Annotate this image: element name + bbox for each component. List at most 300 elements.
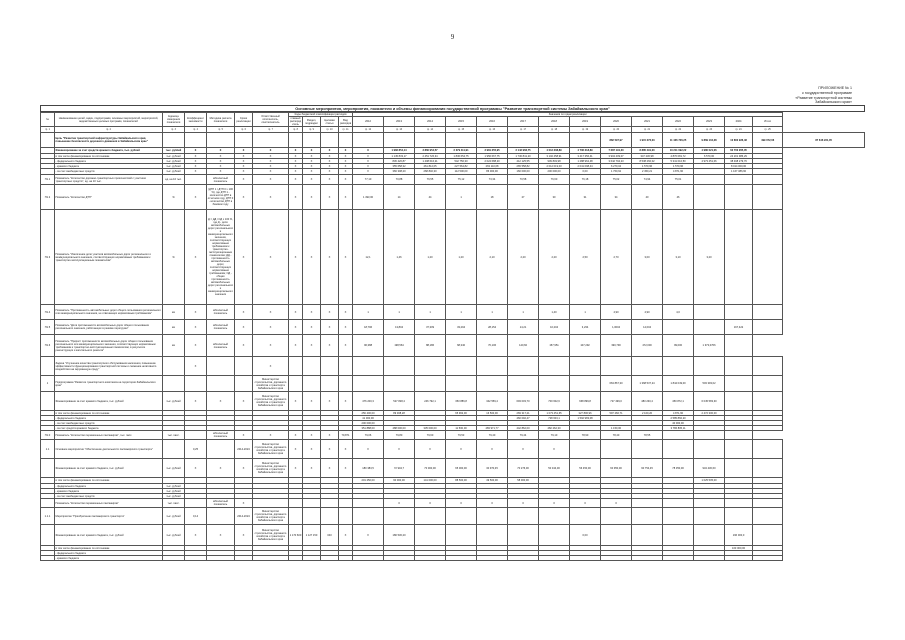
table-cell: Х [303, 169, 321, 175]
table-cell: ед. на 10 тыс. [163, 175, 185, 185]
table-cell: Х [303, 154, 321, 159]
row-name-cell: - за счет средств краевого бюджета [55, 426, 163, 431]
table-cell [508, 556, 539, 561]
table-cell [235, 376, 253, 392]
table-cell [539, 556, 570, 561]
table-cell: 88,186 [415, 335, 446, 357]
table-cell [632, 499, 663, 508]
table-cell: Х [289, 440, 303, 459]
table-cell [753, 440, 783, 459]
table-cell: Х [185, 148, 207, 154]
table-cell: Министерство строительства, дорожного хозяйства и транспорта Забайкальского края [253, 440, 289, 459]
table-cell: 4 871,60 [663, 411, 694, 416]
table-cell: 1 [570, 305, 601, 320]
table-cell: 1 [41, 376, 55, 392]
table-cell [41, 392, 55, 411]
row-name-cell: Задача "Улучшение качества транспортного обслуживания населения, повышение эффективности функционирования транспортной системы и снижение негативного воздействия на окружающую среду" [55, 357, 163, 376]
table-row [41, 525, 865, 546]
table-row [41, 133, 865, 148]
table-cell: Х [185, 335, 207, 357]
table-cell: 1,20 [446, 210, 477, 305]
column-index-cell: гр. 3 [163, 127, 185, 133]
table-cell [477, 525, 508, 546]
table-cell: 99,000 [663, 335, 694, 357]
table-cell: Х [339, 185, 353, 210]
table-cell: Х [289, 305, 303, 320]
table-cell: 0 [415, 499, 446, 508]
table-cell: 0 [601, 499, 632, 508]
table-cell: 1,40 [539, 305, 570, 320]
table-cell [725, 440, 753, 459]
table-cell: Х [303, 392, 321, 411]
table-cell: 70,58 [508, 175, 539, 185]
table-row [41, 499, 865, 508]
table-cell: 0 [508, 499, 539, 508]
table-cell [694, 431, 725, 440]
table-cell: Х [321, 440, 339, 459]
table-cell [339, 376, 353, 392]
table-row [41, 175, 865, 185]
table-cell: 542 756,30 [446, 159, 477, 164]
table-cell: 499 072,06 [753, 133, 783, 148]
table-cell: Х [235, 499, 253, 508]
table-cell: Министерство строительства, дорожного хозяйства и транспорта Забайкальского края [253, 525, 289, 546]
table-cell [663, 431, 694, 440]
table-cell: 3 102 458,91 [539, 154, 570, 159]
table-cell: Х [207, 154, 235, 159]
table-cell [384, 508, 415, 525]
row-name-cell: Финансирование за счет краевого бюджета, тыс. рублей [55, 392, 163, 411]
table-cell [415, 525, 446, 546]
table-cell: Х [207, 169, 235, 175]
table-cell: Х [303, 431, 321, 440]
table-row [41, 305, 865, 320]
column-index-cell: гр. 20 [601, 127, 632, 133]
column-index-cell: гр. 17 [508, 127, 539, 133]
table-cell [384, 357, 415, 376]
table-cell: 65 000,00 [446, 459, 477, 478]
table-cell [753, 320, 783, 335]
table-cell [384, 376, 415, 392]
header-num: № [41, 113, 55, 127]
table-cell [339, 499, 353, 508]
table-cell: 909 849,98 [539, 159, 570, 164]
table-cell [41, 556, 55, 561]
table-cell [185, 376, 207, 392]
table-cell [477, 357, 508, 376]
table-cell: 355 658,32 [384, 164, 415, 169]
table-cell [753, 376, 783, 392]
table-cell: Х [235, 459, 253, 478]
table-cell [289, 357, 303, 376]
row-name-cell: - краевого бюджета [55, 489, 163, 494]
table-cell: 3 642 794,23 [601, 159, 632, 164]
row-name-cell: - краевого бюджета [55, 164, 163, 169]
table-cell: 483 971,77 [477, 426, 508, 431]
table-cell: П1.5 [41, 320, 55, 335]
table-cell: 0,00 [570, 169, 601, 175]
table-cell: 663 867,30 [601, 376, 632, 392]
table-cell: 30 [539, 185, 570, 210]
table-cell [694, 305, 725, 320]
table-cell: 488 000,00 [384, 426, 415, 431]
table-header [41, 113, 865, 127]
table-cell [163, 556, 185, 561]
table-cell [339, 133, 353, 148]
row-name-cell: в том числе финансирование по источникам [55, 154, 163, 159]
table-cell [321, 499, 339, 508]
table-cell: 1 167 386,60 [725, 169, 753, 175]
table-cell: 90 754,45 [632, 459, 663, 478]
table-cell: Х [508, 440, 539, 459]
row-name-cell: - за счет внебюджетных средств [55, 421, 163, 426]
table-cell [725, 392, 753, 411]
table-cell [235, 133, 253, 148]
table-cell: 37,309 [415, 320, 446, 335]
table-cell: Х [235, 185, 253, 210]
table-cell [477, 508, 508, 525]
table-cell [753, 426, 783, 431]
table-cell [207, 440, 235, 459]
table-cell: 668 899,8 [570, 392, 601, 411]
table-cell: 3 904 409,07 [601, 154, 632, 159]
table-cell: 3 860 954,57 [415, 148, 446, 154]
table-cell: 88 500,00 [446, 478, 477, 484]
table-cell: 157,951 [539, 335, 570, 357]
table-row [41, 431, 865, 440]
table-cell: 1 [446, 305, 477, 320]
table-cell [570, 376, 601, 392]
table-cell: 89 308,28 [384, 411, 415, 416]
table-cell [303, 508, 321, 525]
table-cell [753, 525, 783, 546]
table-cell: 78 350,00 [663, 459, 694, 478]
table-cell [570, 133, 601, 148]
row-name-cell: - за счет внебюджетных средств [55, 494, 163, 499]
table-cell: Х [321, 164, 339, 169]
table-row [41, 320, 865, 335]
table-cell: Х [321, 159, 339, 164]
table-cell [725, 508, 753, 525]
table-cell: 10,204 [539, 320, 570, 335]
table-cell: 2 379 411,91 [446, 148, 477, 154]
table-cell: 0 [446, 499, 477, 508]
table-cell: 0 [539, 499, 570, 508]
table-cell: Х [289, 154, 303, 159]
table-body [41, 127, 865, 561]
header-kbk-group: Коды бюджетной классификации расходов [289, 113, 353, 117]
table-cell: 1 150,00 [601, 426, 632, 431]
table-cell: 2 451 726,34 [415, 154, 446, 159]
table-cell: 72 904,7 [384, 459, 415, 478]
table-cell: Х [339, 164, 353, 169]
table-cell: Х [185, 185, 207, 210]
table-cell: 70 000,00 [415, 459, 446, 478]
table-cell: 79,44 [508, 431, 539, 440]
header-kbk-col: Раздел, подраздел [303, 117, 321, 127]
table-cell: 140,60 [508, 335, 539, 357]
table-cell [41, 525, 55, 546]
table-cell: 2014-2024 [235, 508, 253, 525]
table-cell: Х [446, 440, 477, 459]
table-cell: 1 [508, 305, 539, 320]
table-cell: Х [185, 459, 207, 478]
table-cell: 4 973 451,06 [694, 159, 725, 164]
table-cell: Х [303, 210, 321, 305]
table-cell: тыс. рублей [163, 494, 185, 499]
table-cell: Х [253, 154, 289, 159]
table-cell [601, 357, 632, 376]
table-cell: Х [253, 159, 289, 164]
table-cell: 342 559,4 [477, 392, 508, 411]
column-index-cell: гр. 21 [632, 127, 663, 133]
table-cell: 1 570,96 [632, 164, 663, 169]
table-cell: 75,01 [663, 175, 694, 185]
header-unit: Единица измерения показателя [163, 113, 185, 127]
table-cell: 68,340 [446, 335, 477, 357]
table-cell: 10 211 092,22 [663, 148, 694, 154]
table-cell [207, 556, 235, 561]
table-cell: Х [339, 159, 353, 164]
table-cell [477, 376, 508, 392]
appendix-line: «Развитие транспортной системы [795, 95, 852, 100]
table-cell: 24 201 986,29 [725, 154, 753, 159]
table-cell: 2,50 [570, 210, 601, 305]
table-cell: 1 982 854,14 [384, 148, 415, 154]
table-cell [725, 175, 753, 185]
table-cell: 70 276,00 [508, 459, 539, 478]
table-cell: Х [321, 148, 339, 154]
table-cell: Х [253, 164, 289, 169]
table-cell: 11 500,00 [446, 426, 477, 431]
table-cell [725, 556, 753, 561]
row-name-cell: - федерального бюджета [55, 484, 163, 489]
table-cell: Х [477, 440, 508, 459]
table-cell: 2 100,20 [632, 411, 663, 416]
table-cell: тыс. рублей [163, 148, 185, 154]
table-cell [163, 440, 185, 459]
table-cell [339, 357, 353, 376]
table-cell: 73,34 [477, 175, 508, 185]
table-cell: 76,18 [570, 175, 601, 185]
table-cell: 46 [663, 185, 694, 210]
table-cell [163, 376, 185, 392]
table-cell: 450 872,1 [663, 392, 694, 411]
table-cell: Х [321, 154, 339, 159]
table-cell: 27 [508, 185, 539, 210]
table-cell: 28,154 [477, 320, 508, 335]
table-cell [570, 357, 601, 376]
table-cell: 1,0004 [601, 320, 632, 335]
column-index-cell: гр. 16 [477, 127, 508, 133]
table-cell: 943 430,60 [694, 459, 725, 478]
table-cell: Х [339, 392, 353, 411]
table-cell [753, 459, 783, 478]
table-cell [321, 133, 339, 148]
table-cell [632, 440, 663, 459]
table-cell: 96,388 [353, 335, 384, 357]
header-year: 2016 [477, 117, 508, 127]
column-index-cell: гр. 14 [415, 127, 446, 133]
table-cell: 0,25 [185, 440, 207, 459]
table-cell: 3 417 356,41 [570, 154, 601, 159]
table-cell: 1,20 [415, 210, 446, 305]
table-cell: 78,40 [601, 431, 632, 440]
row-name-cell: Показатель "Количество перевезенных пассажиров", тыс. пасс. [55, 431, 163, 440]
table-cell: Х [185, 169, 207, 175]
table-cell: Х [353, 154, 384, 159]
table-cell [353, 499, 384, 508]
table-cell: 1 836 654,75 [446, 154, 477, 159]
table-cell: 1 408 616,21 [415, 159, 446, 164]
table-cell: 78,55 [632, 431, 663, 440]
table-cell: км [163, 320, 185, 335]
table-cell [570, 508, 601, 525]
table-cell [753, 357, 783, 376]
table-cell: 2 041 098,44 [570, 164, 601, 169]
table-cell [725, 210, 753, 305]
table-cell: Х [185, 392, 207, 411]
table-cell: 74,94 [632, 175, 663, 185]
table-cell: 8 538 260,02 [632, 159, 663, 164]
row-name-cell: - федерального бюджета [55, 416, 163, 421]
table-cell: Х [253, 210, 289, 305]
table-cell [207, 376, 235, 392]
row-name-cell: - краевого бюджета [55, 556, 163, 561]
table-cell: 201 250,00 [353, 478, 384, 484]
table-cell: Х [415, 440, 446, 459]
row-name-cell: Показатель "Количество перевезенных пассажиров" [55, 499, 163, 508]
table-cell: 1 [384, 305, 415, 320]
table-cell: Х [353, 159, 384, 164]
table-cell [632, 508, 663, 525]
table-cell: 327 806,96 [570, 411, 601, 416]
table-cell: Х [235, 154, 253, 159]
table-cell: абсолютный показатель [207, 305, 235, 320]
table-cell [725, 459, 753, 478]
table-cell: 90 000,00 [384, 478, 415, 484]
column-index-cell: гр. 22 [663, 127, 694, 133]
table-cell: % [163, 210, 185, 305]
table-row [41, 392, 865, 411]
table-cell: 1 730 841,20 [508, 154, 539, 159]
row-name-cell: Показатель "Прирост протяженности автомобильных дорог общего пользования регионального или межмуниципального значения, соответствующих нормативным требованиям к транспортно-эксплуатационным показателям, в результате реконструкции и капитального ремонта" [55, 335, 163, 357]
header-year: 2012 [353, 117, 384, 127]
table-cell: Х [289, 159, 303, 164]
table-cell: 5 341 010,50 [663, 159, 694, 164]
table-cell: 1 073 451,65 [539, 411, 570, 416]
table-cell: Х [321, 169, 339, 175]
table-cell [663, 499, 694, 508]
table-cell: 6 270,04 [601, 164, 632, 169]
table-cell: 1 288 962,48 [570, 159, 601, 164]
table-cell: абсолютный показатель [207, 320, 235, 335]
row-name-cell: Показатель "Протяженность автомобильных дорог общего пользования регионального или межмуниципального значения, не отвечающих нормативным требованиям" [55, 305, 163, 320]
table-cell [632, 525, 663, 546]
table-cell [415, 357, 446, 376]
table-cell: 198,564 [384, 335, 415, 357]
table-cell: Х [253, 185, 289, 210]
table-cell: П1.2 [41, 185, 55, 210]
table-cell [694, 440, 725, 459]
table-cell: Х [339, 210, 353, 305]
table-cell [725, 185, 753, 210]
table-cell [539, 525, 570, 546]
table-cell: 70,106 [477, 335, 508, 357]
table-cell [632, 357, 663, 376]
table-cell [253, 499, 289, 508]
header-total: Итого [753, 117, 783, 127]
table-cell: Х [303, 459, 321, 478]
table-cell [570, 440, 601, 459]
table-cell: Х [207, 164, 235, 169]
table-cell: 3,00 [632, 210, 663, 305]
table-cell [539, 376, 570, 392]
table-cell: Х [321, 175, 339, 185]
table-cell: 1 915 376,03 [632, 133, 663, 148]
table-cell: 1 [477, 305, 508, 320]
table-cell: Министерство строительства, дорожного хозяйства и транспорта Забайкальского края [253, 392, 289, 411]
table-cell [321, 556, 339, 561]
table-cell: Х [289, 210, 303, 305]
table-cell: 351 888,00 [353, 426, 384, 431]
table-cell: 76,55 [415, 175, 446, 185]
table-row [41, 335, 865, 357]
table-cell [663, 440, 694, 459]
table-cell [41, 499, 55, 508]
table-cell: 76,60 [539, 175, 570, 185]
table-cell: 836 420,87 [384, 159, 415, 164]
table-cell: 78,90 [570, 431, 601, 440]
table-cell: 597 266,71 [601, 411, 632, 416]
table-cell [753, 499, 783, 508]
table-cell: Х [339, 525, 353, 546]
table-cell: П1.0 [41, 431, 55, 440]
table-cell: 2,70 [601, 210, 632, 305]
table-cell: 3 786 805,11 [663, 426, 694, 431]
column-index-cell: гр. 6 [235, 127, 253, 133]
table-cell [253, 133, 289, 148]
table-cell: тыс. рублей [163, 459, 185, 478]
table-cell [289, 499, 303, 508]
header-coef: Коэффициент значимости [185, 113, 207, 127]
table-cell: 246 792,1 [415, 392, 446, 411]
table-cell: тыс. рублей [163, 159, 185, 164]
table-cell: Х [235, 305, 253, 320]
column-index-cell: гр. 7 [253, 127, 289, 133]
table-cell: Х [321, 305, 339, 320]
table-cell: 347 230,98 [632, 154, 663, 159]
table-cell: Х [339, 175, 353, 185]
table-cell [446, 508, 477, 525]
table-cell: 1 [415, 305, 446, 320]
column-index-cell: гр. 25 [753, 127, 783, 133]
table-cell: 6 045 583,30 [694, 392, 725, 411]
table-cell: Х [353, 440, 384, 459]
table-cell: 1 368 537,24 [632, 376, 663, 392]
row-name-cell: Основное мероприятие "Обеспечение деятельности пассажирского транспорта" [55, 440, 163, 459]
table-cell [415, 508, 446, 525]
table-cell: 196 000,0 [725, 525, 753, 546]
table-cell: 200 000,00 [353, 421, 384, 426]
table-cell [415, 376, 446, 392]
table-cell [353, 508, 384, 525]
table-cell: Х [235, 431, 253, 440]
table-cell [753, 175, 783, 185]
table-cell: 4,90 [632, 305, 663, 320]
table-cell: км [163, 305, 185, 320]
header-year: 2014 [415, 117, 446, 127]
